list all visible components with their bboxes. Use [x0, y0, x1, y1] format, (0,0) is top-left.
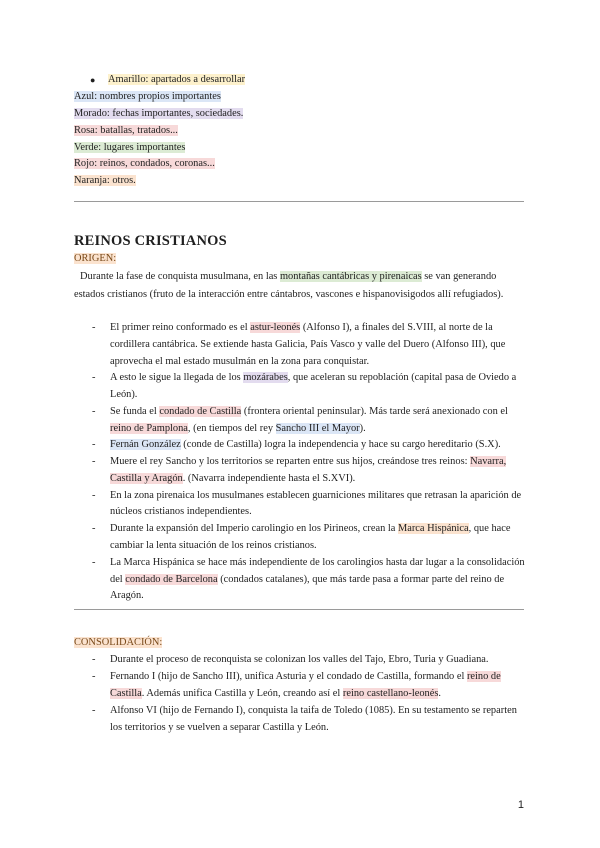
bullet-6-line-1: En la zona pirenaica los musulmanes establecen guarniciones militares que retrasan la aparición de	[110, 490, 522, 501]
consolidacion-3-line-1: Alfonso VI (hijo de Fernando I), conquista la taifa de Toledo (1085). En su testamento se reparten	[110, 705, 517, 716]
bullet-8-line-2: del condado de Barcelona (condados catalanes), que más tarde pasa a formar parte del reino de	[110, 574, 505, 585]
bullet-1-line-1: El primer reino conformado es el astur-leonés (Alfonso I), a finales del S.VIII, al norte de la	[110, 322, 493, 333]
bullet-6-line-2: núcleos cristianos independientes.	[110, 506, 252, 517]
bullet-1-line-3: aprovecha el mal estado musulmán en la zona para conquistar.	[110, 356, 370, 367]
bullet-5-line-1: Muere el rey Sancho y los territorios se reparten entre sus hijos, creándose tres reinos: Navarra,	[110, 456, 507, 467]
dash-icon: -	[92, 557, 96, 568]
dash-icon: -	[92, 490, 96, 501]
consolidacion-2-line-2: Castilla. Además unifica Castilla y León, creando así el reino castellano-leonés.	[110, 688, 441, 699]
consolidacion-1-line-1: Durante el proceso de reconquista se colonizan los valles del Tajo, Ebro, Turia y Guadiana.	[110, 654, 489, 665]
legend-verde: Verde: lugares importantes	[74, 142, 186, 153]
divider	[74, 609, 524, 610]
dash-icon: -	[92, 705, 96, 716]
bullet-4-line-1: Fernán González (conde de Castilla) logra la independencia y hace su cargo hereditario (S.X).	[110, 439, 501, 450]
dash-icon: -	[92, 439, 96, 450]
page-number: 1	[517, 799, 524, 811]
bullet-3-line-1: Se funda el condado de Castilla (frontera oriental peninsular). Más tarde será anexionado con el	[110, 406, 508, 417]
bullet-8-line-1: La Marca Hispánica se hace más independiente de los carolingios hasta dar lugar a la consolidación	[110, 557, 525, 568]
legend-morado: Morado: fechas importantes, sociedades.	[74, 108, 244, 119]
dash-icon: -	[92, 654, 96, 665]
bullet-8-line-3: Aragón.	[110, 590, 144, 601]
dash-icon: -	[92, 322, 96, 333]
bullet-7-line-1: Durante la expansión del Imperio carolingio en los Pirineos, crean la Marca Hispánica, que hace	[110, 523, 511, 534]
origen-label: ORIGEN:	[74, 253, 117, 264]
dash-icon: -	[92, 671, 96, 682]
legend-rojo: Rojo: reinos, condados, coronas...	[74, 158, 215, 169]
section-title: REINOS CRISTIANOS	[74, 233, 227, 249]
dash-icon: -	[92, 523, 96, 534]
bullet-5-line-2: Castilla y Aragón. (Navarra independiente hasta el S.XVI).	[110, 473, 356, 484]
bullet-7-line-2: cambiar la lenta situación de los reinos cristianos.	[110, 540, 317, 551]
consolidacion-label: CONSOLIDACIÓN:	[74, 637, 163, 648]
divider	[74, 201, 524, 202]
legend-azul: Azul: nombres propios importantes	[74, 91, 221, 102]
consolidacion-2-line-1: Fernando I (hijo de Sancho III), unifica Asturia y el condado de Castilla, formando el reino de	[110, 671, 501, 682]
intro-line-1: Durante la fase de conquista musulmana, en las montañas cantábricas y pirenaicas se van generando	[80, 271, 497, 282]
intro-line-2: estados cristianos (fruto de la interacción entre cántabros, vascones e hispanovisigodos allí refugiados).	[74, 289, 504, 300]
bullet-1-line-2: cordillera cantábrica. Se extiende hasta Galicia, País Vasco y valle del Duero (Alfonso III), que	[110, 339, 506, 350]
dash-icon: -	[92, 406, 96, 417]
bullet-2-line-2: León).	[110, 389, 138, 400]
legend-rosa: Rosa: batallas, tratados...	[74, 125, 178, 136]
legend-naranja: Naranja: otros.	[74, 175, 136, 186]
bullet-3-line-2: reino de Pamplona, (en tiempos del rey Sancho III el Mayor).	[110, 423, 366, 434]
dash-icon: -	[92, 372, 96, 383]
bullet-dot-icon: ●	[90, 75, 96, 85]
legend-amarillo: Amarillo: apartados a desarrollar	[108, 74, 246, 85]
dash-icon: -	[92, 456, 96, 467]
bullet-2-line-1: A esto le sigue la llegada de los mozárabes, que aceleran su repoblación (capital pasa de Oviedo a	[110, 372, 517, 383]
consolidacion-3-line-2: los territorios y se vuelven a separar Castilla y León.	[110, 722, 329, 733]
